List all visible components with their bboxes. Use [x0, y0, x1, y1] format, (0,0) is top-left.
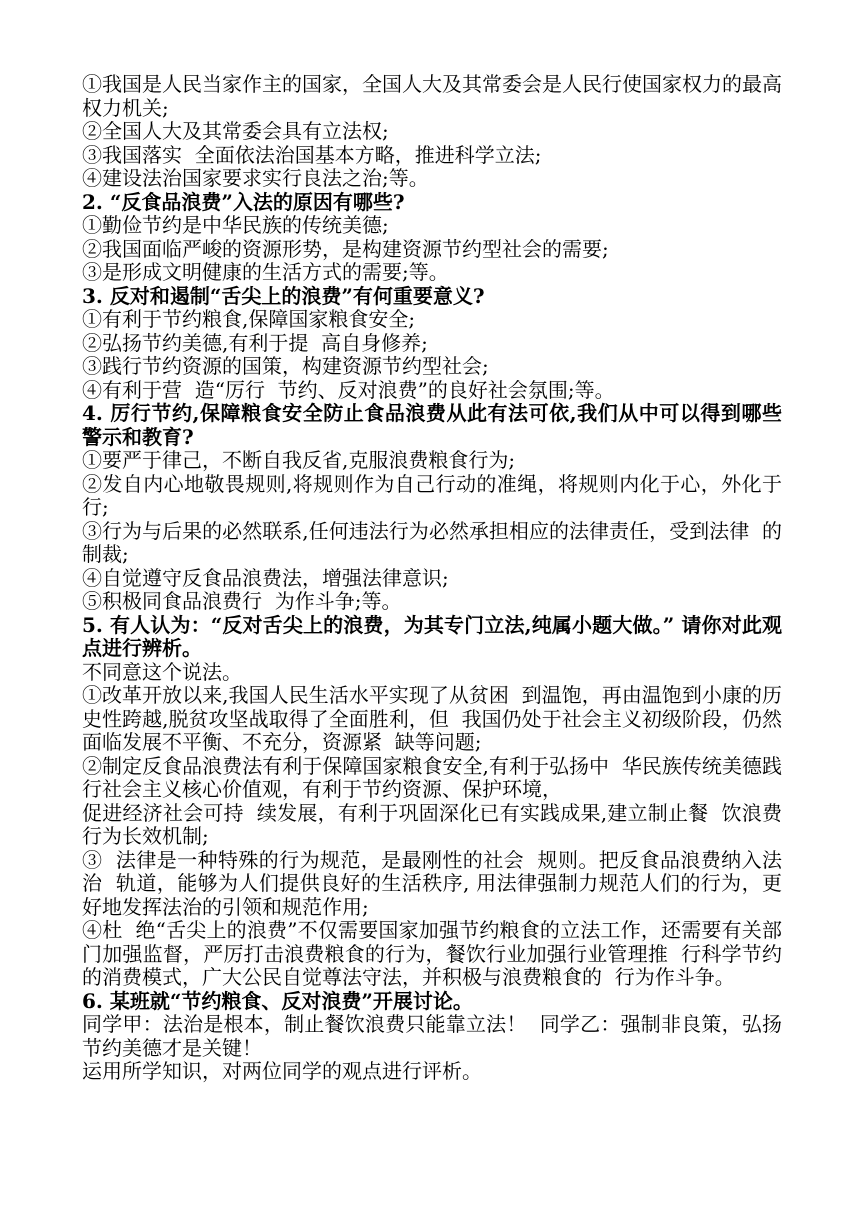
- answer-line: ③是形成文明健康的生活方式的需要;等。: [82, 260, 449, 284]
- prompt-line: 运用所学知识，对两位同学的观点进行评析。: [82, 1059, 482, 1083]
- answer-line: ④有利于营 造“厉行 节约、反对浪费”的良好社会氛围;等。: [82, 377, 615, 402]
- answer-line: ③践行节约资源的国策，构建资源节约型社会;: [82, 354, 489, 378]
- answer-line: ①有利于节约粮食,保障国家粮食安全;: [82, 307, 416, 331]
- discussion-line: 同学甲：法治是根本，制止餐饮浪费只能靠立法！ 同学乙：强制非良策，弘扬节约美德才是关键！: [82, 1012, 782, 1060]
- answer-line: ①要严于律己，不断自我反省,克服浪费粮食行为;: [82, 448, 516, 472]
- answer-line: ④建设法治国家要求实行良法之治;等。: [82, 166, 429, 190]
- answer-line: ①勤俭节约是中华民族的传统美德;: [82, 213, 389, 237]
- answer-line: ④杜 绝“舌尖上的浪费”不仅需要国家加强节约粮食的立法工作，还需要有关部门加强监督，严厉打击浪费粮食的行为，餐饮行业加强行业管理推 行科学节约的消费模式，广大公民自觉尊法守法，并积极与浪费粮食的 行为作斗争。: [82, 918, 782, 989]
- answer-line: ②我国面临严峻的资源形势，是构建资源节约型社会的需要;: [82, 236, 609, 261]
- question-4-title: 4. 厉行节约,保障粮食安全防止食品浪费从此有法可依,我们从中可以得到哪些警示和教育?: [82, 401, 782, 449]
- answer-line: ②全国人大及其常委会具有立法权;: [82, 119, 389, 143]
- answer-line: 促进经济社会可持 续发展，有利于巩固深化已有实践成果,建立制止餐 饮浪费行为长效机制;: [82, 800, 782, 848]
- answer-line: ①改革开放以来,我国人民生活水平实现了从贫困 到温饱，再由温饱到小康的历史性跨越,脱贫攻坚战取得了全面胜利，但 我国仍处于社会主义初级阶段，仍然面临发展不平衡、不充分，资源紧 缺等问题;: [82, 683, 782, 754]
- question-6-title: 6. 某班就“节约粮食、反对浪费”开展讨论。: [82, 988, 473, 1013]
- answer-line: ①我国是人民当家作主的国家，全国人大及其常委会是人民行使国家权力的最高权力机关;: [82, 72, 782, 120]
- answer-line: ⑤积极同食品浪费行 为作斗争;等。: [82, 589, 402, 613]
- answer-line: ②弘扬节约美德,有利于提 高自身修养;: [82, 330, 428, 355]
- answer-line: ③行为与后果的必然联系,任何违法行为必然承担相应的法律责任，受到法律 的制裁;: [82, 518, 782, 566]
- answer-line: ③ 法律是一种特殊的行为规范，是最刚性的社会 规则。把反食品浪费纳入法治 轨道，能够为人们提供良好的生活秩序, 用法律强制力规范人们的行为，更好地发挥法治的引领和规范作用;: [82, 847, 782, 919]
- answer-line: ③我国落实 全面依法治国基本方略，推进科学立法;: [82, 142, 542, 167]
- question-3-title: 3. 反对和遏制“舌尖上的浪费”有何重要意义?: [82, 283, 485, 308]
- question-5-title: 5. 有人认为：“反对舌尖上的浪费，为其专门立法,纯属小题大做。” 请你对此观点进行辨析。: [82, 612, 782, 660]
- document-page: [82, 73, 782, 1084]
- answer-intro: 不同意这个说法。: [82, 659, 242, 684]
- answer-line: ④自觉遵守反食品浪费法，增强法律意识;: [82, 565, 449, 590]
- answer-line: ②发自内心地敬畏规则,将规则作为自己行动的准绳，将规则内化于心，外化于行;: [82, 471, 782, 519]
- answer-line: ②制定反食品浪费法有利于保障国家粮食安全,有利于弘扬中 华民族传统美德践行社会主义核心价值观，有利于节约资源、保护环境，: [82, 753, 782, 801]
- question-2-title: 2. “反食品浪费”入法的原因有哪些?: [82, 189, 405, 214]
